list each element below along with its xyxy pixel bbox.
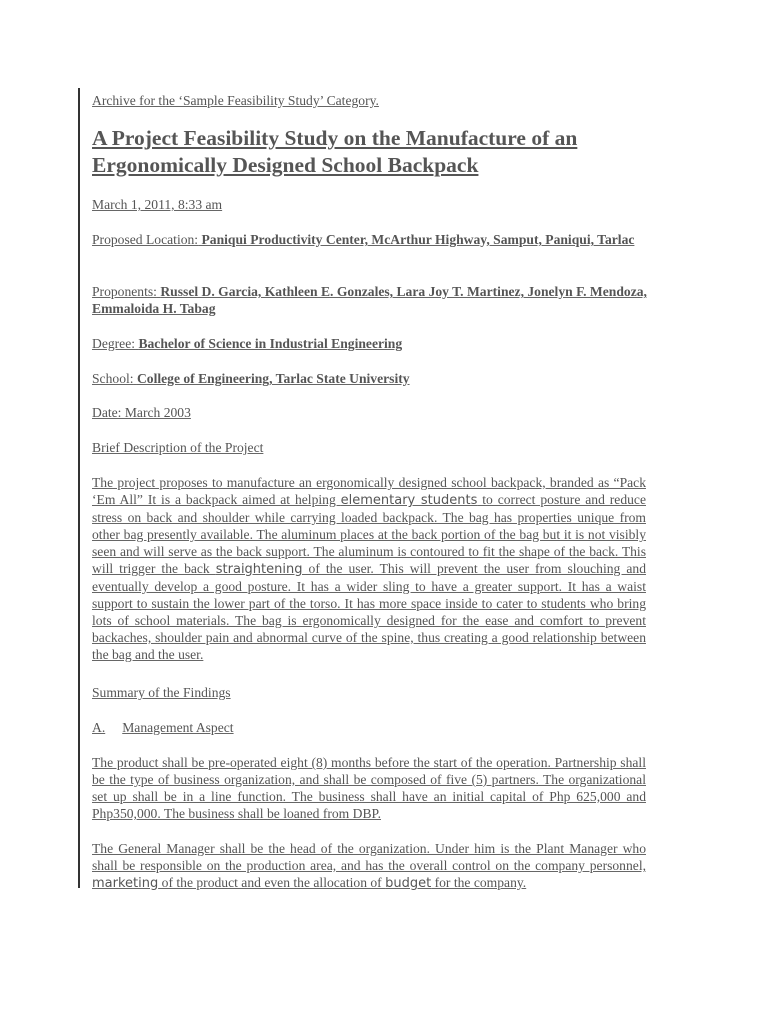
brief-text-3: of the user. This will prevent the user from slouching and eventually develop a good posture. It has a wider sling to have a greater support. It has a waist support to sustain the lower part of the torso. It has more space inside to cater to students who bring lots of school materials. The bag is ergonomically designed for the ease and comfort to prevent backaches, shoulder pain and abnormal curve of the spine, thus creating a good relationship between the bag and the user. [92,561,647,662]
keyword-link-budget[interactable]: budget [385,876,432,891]
keyword-link-elementary-students[interactable]: elementary students [340,493,478,508]
school-value: College of Engineering, Tarlac State University [136,371,410,386]
brief-text-2: to correct posture and reduce stress on back and shoulder while carrying loaded backpack. The bag has properties unique from other bag presently available. The aluminum places at the back portion of the bag but it is not visibly seen and will serve as the back support. The aluminum is contoured to fit the shape of the back. This will trigger the back [92,492,646,576]
post-title[interactable]: A Project Feasibility Study on the Manufacture of an Ergonomically Designed School Backpack [92,126,578,177]
study-date[interactable]: Date: March 2003 [92,405,191,420]
section-a-heading[interactable] [92,719,234,736]
school-label: School: [92,371,134,386]
summary-heading[interactable]: Summary of the Findings [92,685,231,700]
archive-line[interactable]: Archive for the ‘Sample Feasibility Study’ Category. [92,93,379,108]
degree-value: Bachelor of Science in Industrial Engineering [138,336,403,351]
proponents-value: Russel D. Garcia, Kathleen E. Gonzales, Lara Joy T. Martinez, Jonelyn F. Mendoza, Emmaloida H. Tabag [92,284,647,316]
school[interactable] [92,370,410,387]
proponents-label: Proponents: [92,284,157,299]
brief-description[interactable] [92,474,646,663]
location-value: Paniqui Productivity Center, McArthur Highway, Samput, Paniqui, Tarlac [201,232,635,247]
proposed-location[interactable] [92,231,652,248]
management-paragraph-2[interactable] [92,840,646,892]
location-label: Proposed Location: [92,232,199,247]
keyword-link-marketing[interactable]: marketing [92,876,159,891]
mgmt-text-3: for the company. [431,875,527,890]
section-a-letter: A. [92,720,106,735]
brief-heading[interactable]: Brief Description of the Project [92,440,264,455]
brief-text-1: The project proposes to manufacture an ergonomically designed school backpack, branded as “Pack ‘Em All” It is a backpack aimed at helping [92,475,646,507]
post-date[interactable]: March 1, 2011, 8:33 am [92,197,223,212]
mgmt-text-2: of the product and even the allocation of [158,875,386,890]
section-a-title: Management Aspect [122,720,234,735]
proponents[interactable] [92,283,652,317]
degree[interactable] [92,335,402,352]
degree-label: Degree: [92,336,136,351]
keyword-link-straightening[interactable]: straightening [215,562,303,577]
document-page [78,88,680,891]
mgmt-text-1: The General Manager shall be the head of the organization. Under him is the Plant Manager who shall be responsible on the production area, and has the overall control on the company personnel, [92,841,646,873]
management-paragraph-1[interactable]: The product shall be pre-operated eight (8) months before the start of the operation. Partnership shall be the type of business organization, and shall be composed of five (5) partners. The organizational set up shall be in a line function. The business shall have an initial capital of Php 625,000 and Php350,000. The business shall be loaned from DBP. [92,755,646,821]
